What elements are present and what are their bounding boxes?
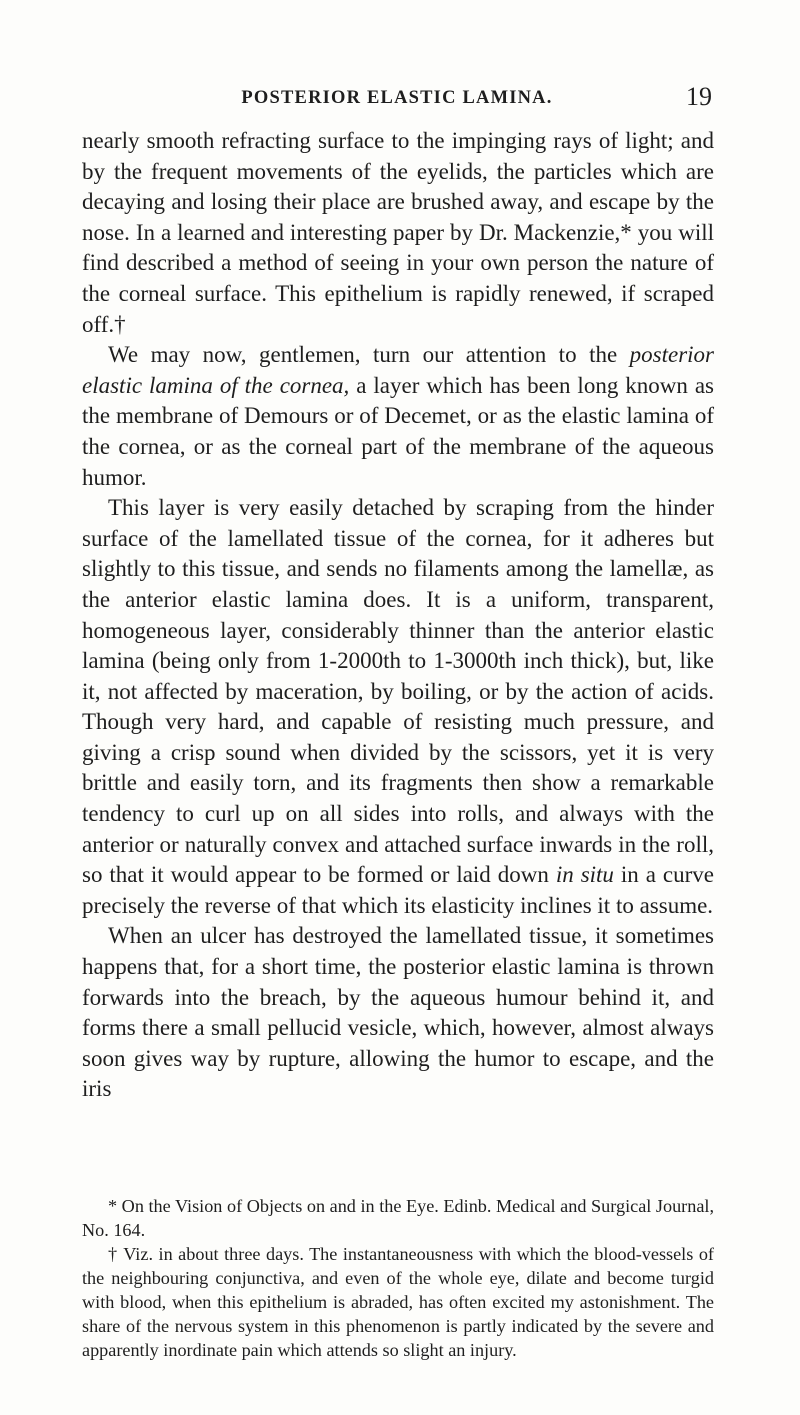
paragraph-2-italic: posterior elastic lamina of the cornea,: [82, 342, 714, 398]
paragraph-3: [82, 493, 714, 921]
paragraph-1: nearly smooth refracting surface to the impinging rays of light; and by the frequent movements of the eyelids, the particles which are decaying and losing their place are brushed away, and escape by the nose. In a learned and interesting paper by Dr. Mackenzie,* you will find described a method of seeing in your own person the nature of the corneal surface. This epithelium is rapidly renewed, if scraped off.†: [82, 128, 714, 337]
page-number: 19: [686, 82, 712, 111]
body-text: [82, 126, 714, 1105]
paragraph-2-text-a: We may now, gentlemen, turn our attention to the: [108, 342, 630, 368]
running-head: [82, 84, 712, 114]
running-title: POSTERIOR ELASTIC LAMINA.: [241, 88, 553, 108]
paragraph-2-text-b: a layer which has been long known as the membrane of Demours or of Decemet, or as the elastic lamina of the cornea, or as the corneal part of the membrane of the aqueous humor.: [82, 372, 714, 490]
paragraph-2: [82, 340, 714, 493]
footnote-1: * On the Vision of Objects on and in the Eye. Edinb. Medical and Surgical Journal, No. 164.: [82, 1196, 714, 1240]
paragraph-3-text-b: in a curve precisely the reverse of that which its elasticity inclines it to assume.: [82, 862, 714, 918]
paragraph-3-text-a: This layer is very easily detached by scraping from the hinder surface of the lamellated tissue of the cornea, for it adheres but slightly to this tissue, and sends no filaments among the lamellæ, as the anterior elastic lamina does. It is a uniform, transparent, homogeneous layer, considerably thinner than the anterior elastic lamina (being only from 1-2000th to 1-3000th inch thick), but, like it, not affected by maceration, by boiling, or by the action of acids. Though very hard, and capable of resisting much pressure, and giving a crisp sound when divided by the scissors, yet it is very brittle and easily torn, and its fragments then show a remarkable tendency to curl up on all sides into rolls, and always with the anterior or naturally convex and attached surface inwards in the roll, so that it would appear to be formed or laid down: [82, 495, 714, 888]
paragraph-4: When an ulcer has destroyed the lamellated tissue, it sometimes happens that, for a short time, the posterior elastic lamina is thrown forwards into the breach, by the aqueous humour behind it, and forms there a small pellucid vesicle, which, however, almost always soon gives way by rupture, allowing the humor to escape, and the iris: [82, 923, 714, 1102]
paragraph-3-italic: in situ: [555, 862, 614, 888]
footnotes: [82, 1194, 714, 1362]
footnote-2: † Viz. in about three days. The instantaneousness with which the blood-vessels of the neighbouring conjunctiva, and even of the whole eye, dilate and become turgid with blood, when this epithelium is abraded, has often excited my astonishment. The share of the nervous system in this phenomenon is partly indicated by the severe and apparently inordinate pain which attends so slight an injury.: [82, 1244, 714, 1360]
